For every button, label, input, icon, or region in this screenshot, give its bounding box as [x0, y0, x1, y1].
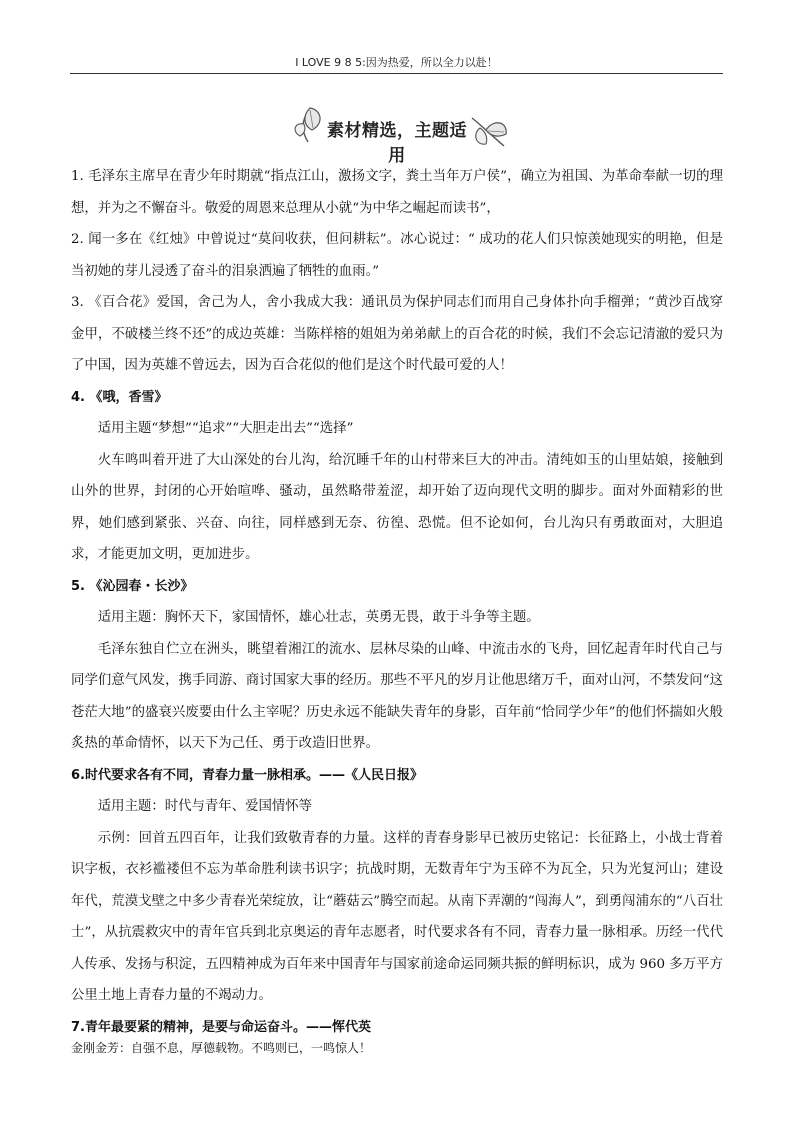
paragraph-2: 2. 闻一多在《红烛》中曾说过“莫问收获，但问耕耘”。冰心说过：“ 成功的花人们只惊羡她现实的明艳，但是当初她的芽儿浸透了奋斗的泪泉洒遍了牺牲的血雨。” [71, 232, 723, 279]
page-footer: 金刚金芳：自强不息，厚德载物。不鸣则已，一鸣惊人！ [71, 1041, 372, 1055]
paragraph-1: 1. 毛泽东主席早在青少年时期就“指点江山，激扬文字，粪土当年万户侯”，确立为祖国、为革命奉献一切的理想，并为之不懈奋斗。敬爱的周恩来总理从小就“为中华之崛起而读书”， [71, 169, 723, 216]
article-body [71, 161, 723, 1043]
section-title: 素材精选，主题适用 [327, 121, 467, 166]
paragraph-6-body: 示例：回首五四百年，让我们致敬青春的力量。这样的青春身影早已被历史铭记：长征路上，小战士背着识字板，衣衫褴褛但不忘为革命胜利读书识字；抗战时期，无数青年宁为玉碎不为瓦全，只为光复河山；建设年代，荒漠戈壁之中多少青春光荣绽放，让“蘑菇云”腾空而起。从南下弄潮的“闯海人”，到勇闯浦东的“八百壮士”，从抗震救灾中的青年官兵到北京奥运的青年志愿者，时代要求各有不同，青春力量一脉相承。历经一代代人传承、发扬与积淀，五四精神成为百年来中国青年与国家前途命运同频共振的鲜明标识，成为 960 多万平方公里土地上青春力量的不竭动力。 [71, 830, 723, 1003]
theme-6: 适用主题：时代与青年、爱国情怀等 [97, 799, 313, 814]
leaf-right-icon [466, 112, 510, 152]
heading-4: 4. 《哦，香雪》 [71, 389, 168, 405]
theme-4: 适用主题“梦想”“追求”“大胆走出去”“选择” [97, 421, 354, 436]
paragraph-5-body: 毛泽东独自伫立在洲头，眺望着湘江的流水、层林尽染的山峰、中流击水的飞舟，回忆起青年时代自己与同学们意气风发，携手同游、商讨国家大事的经历。那些不平凡的岁月让他思绪万千，面对山河，不禁发问“这苍茫大地”的盛衰兴废要由什么主宰呢？历史永远不能缺失青年的身影，百年前“恰同学少年”的他们怀揣如火般炙热的革命情怀，以天下为己任、勇于改造旧世界。 [71, 641, 723, 751]
header-divider [70, 73, 723, 74]
theme-5: 适用主题：胸怀天下，家国情怀，雄心壮志，英勇无畏，敢于斗争等主题。 [97, 610, 540, 625]
heading-5: 5. 《沁园春・长沙》 [71, 578, 194, 594]
section-title-banner [288, 100, 508, 166]
heading-7: 7.青年最要紧的精神，是要与命运奋斗。——恽代英 [71, 1019, 371, 1035]
heading-6: 6.时代要求各有不同，青春力量一脉相承。——《人民日报》 [71, 767, 423, 783]
paragraph-3: 3. 《百合花》爱国，舍己为人，舍小我成大我：通讯员为保护同志们而用自己身体扑向手榴弹；“黄沙百战穿金甲，不破楼兰终不还”的成边英雄：当陈样榕的姐姐为弟弟献上的百合花的时候，我们不会忘记清澈的爱只为了中国，因为英雄不曾远去，因为百合花似的他们是这个时代最可爱的人！ [71, 295, 723, 373]
page-header: I LOVE 9 8 5:因为热爱，所以全力以赴！ [295, 56, 498, 69]
paragraph-4-body: 火车鸣叫着开进了大山深处的台儿沟，给沉睡千年的山村带来巨大的冲击。清纯如玉的山里姑娘，接触到山外的世界，封闭的心开始喧哗、骚动，虽然略带羞涩，却开始了迈向现代文明的脚步。面对外面精彩的世界，她们感到紧张、兴奋、向往，同样感到无奈、彷徨、恐慌。但不论如何，台儿沟只有勇敢面对，大胆追求，才能更加文明，更加进步。 [71, 452, 723, 562]
